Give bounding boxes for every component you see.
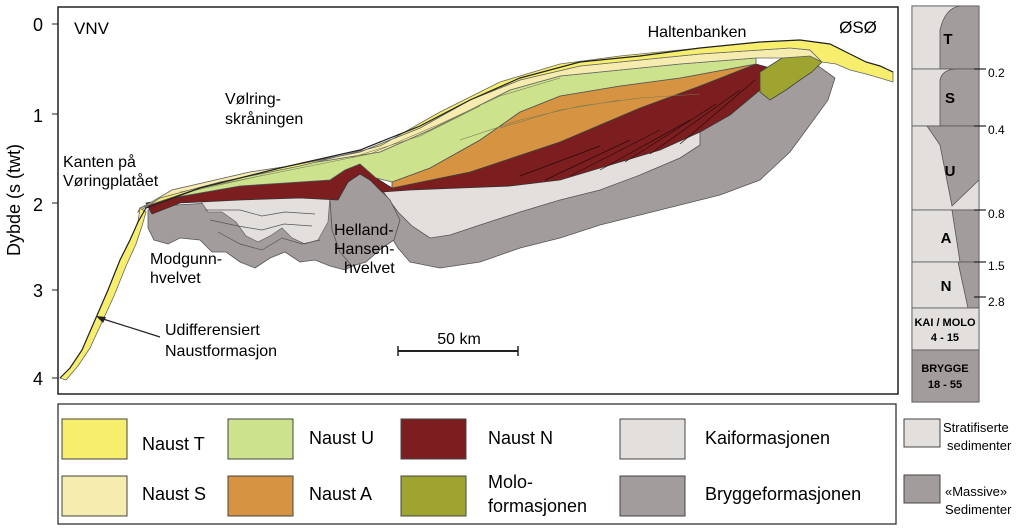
legend-label-naust-a: Naust A [309, 484, 373, 504]
depth-tick-0: 0 [32, 15, 44, 35]
side-legend-stratified-line2: sedimenter [947, 438, 1012, 453]
legend-label-naust-s: Naust S [142, 484, 207, 504]
helland-label-line3: hvelvet [344, 260, 395, 277]
legend-swatch-naust-n [401, 419, 466, 459]
cross-section-panel [58, 7, 898, 394]
column-age-0-4: 0.4 [988, 123, 1005, 137]
legend-label-naust-n: Naust N [488, 428, 554, 448]
modgunn-label-line2: hvelvet [150, 270, 201, 287]
legend-label-naust-t: Naust T [142, 434, 205, 454]
column-age-0-8: 0.8 [988, 207, 1005, 221]
modgunn-label-line1: Modgunn- [150, 251, 223, 268]
udifferensiert-label-line1: Udifferensiert [165, 322, 260, 339]
column-brygge-ages: 18 - 55 [927, 379, 963, 391]
udifferensiert-label-line2: Naustformasjon [165, 343, 278, 360]
column-age-2-8: 2.8 [988, 295, 1005, 309]
column-unit-u: U [944, 163, 956, 180]
legend-label-naust-u: Naust U [309, 428, 375, 448]
scale-bar-label: 50 km [437, 331, 481, 348]
haltenbanken-label: Haltenbanken [647, 24, 747, 41]
legend-swatch-naust-u [228, 419, 293, 459]
depth-tick-4: 4 [32, 369, 44, 389]
column-kai-molo-ages: 4 - 15 [930, 332, 960, 344]
legend-label-molo-line1: Molo- [488, 472, 534, 492]
helland-label-line1: Helland- [334, 222, 394, 239]
legend-label-molo-line2: formasjonen [488, 496, 588, 516]
column-kai-molo-label: KAI / MOLO [914, 317, 976, 329]
column-unit-a: A [940, 230, 952, 247]
helland-label-line2: Hansen- [334, 241, 395, 258]
west-direction-label: VNV [74, 19, 109, 38]
legend-swatch-molo [401, 476, 466, 516]
depth-tick-1: 1 [32, 106, 44, 126]
legend-swatch-naust-a [228, 476, 293, 516]
east-direction-label: ØSØ [839, 18, 877, 37]
legend-swatch-naust-t [62, 419, 127, 459]
legend-swatch-kai [620, 419, 685, 459]
column-unit-t: T [943, 31, 953, 48]
volring-label-line2: skråningen [225, 111, 304, 128]
column-unit-s: S [944, 90, 956, 107]
legend-label-kai: Kaiformasjonen [705, 428, 831, 448]
legend-swatch-naust-s [62, 476, 127, 516]
side-legend-swatch-massive [904, 475, 940, 503]
legend-swatch-brygge [620, 476, 685, 516]
side-legend [904, 419, 1012, 517]
depth-axis [4, 15, 58, 389]
side-legend-swatch-stratified [904, 419, 940, 447]
kanten-label-line1: Kanten på [63, 154, 136, 171]
stratigraphic-column [912, 6, 1005, 402]
column-brygge-label: BRYGGE [921, 363, 969, 375]
column-age-0-2: 0.2 [988, 66, 1005, 80]
legend-panel [58, 404, 896, 524]
depth-tick-2: 2 [32, 195, 44, 215]
side-legend-massive-line2: Sedimenter [945, 502, 1012, 517]
legend-label-brygge: Bryggeformasjonen [705, 484, 862, 504]
column-unit-n: N [940, 278, 952, 295]
side-legend-massive-line1: «Massive» [945, 484, 1008, 499]
side-legend-stratified-line1: Stratifiserte [943, 420, 1009, 435]
column-age-1-5: 1.5 [988, 259, 1005, 273]
volring-label-line1: Vølring- [225, 91, 282, 108]
depth-axis-label: Dybde (s (twt) [4, 143, 24, 257]
depth-tick-3: 3 [32, 281, 44, 301]
kanten-label-line2: Vøringplatået [63, 173, 159, 190]
